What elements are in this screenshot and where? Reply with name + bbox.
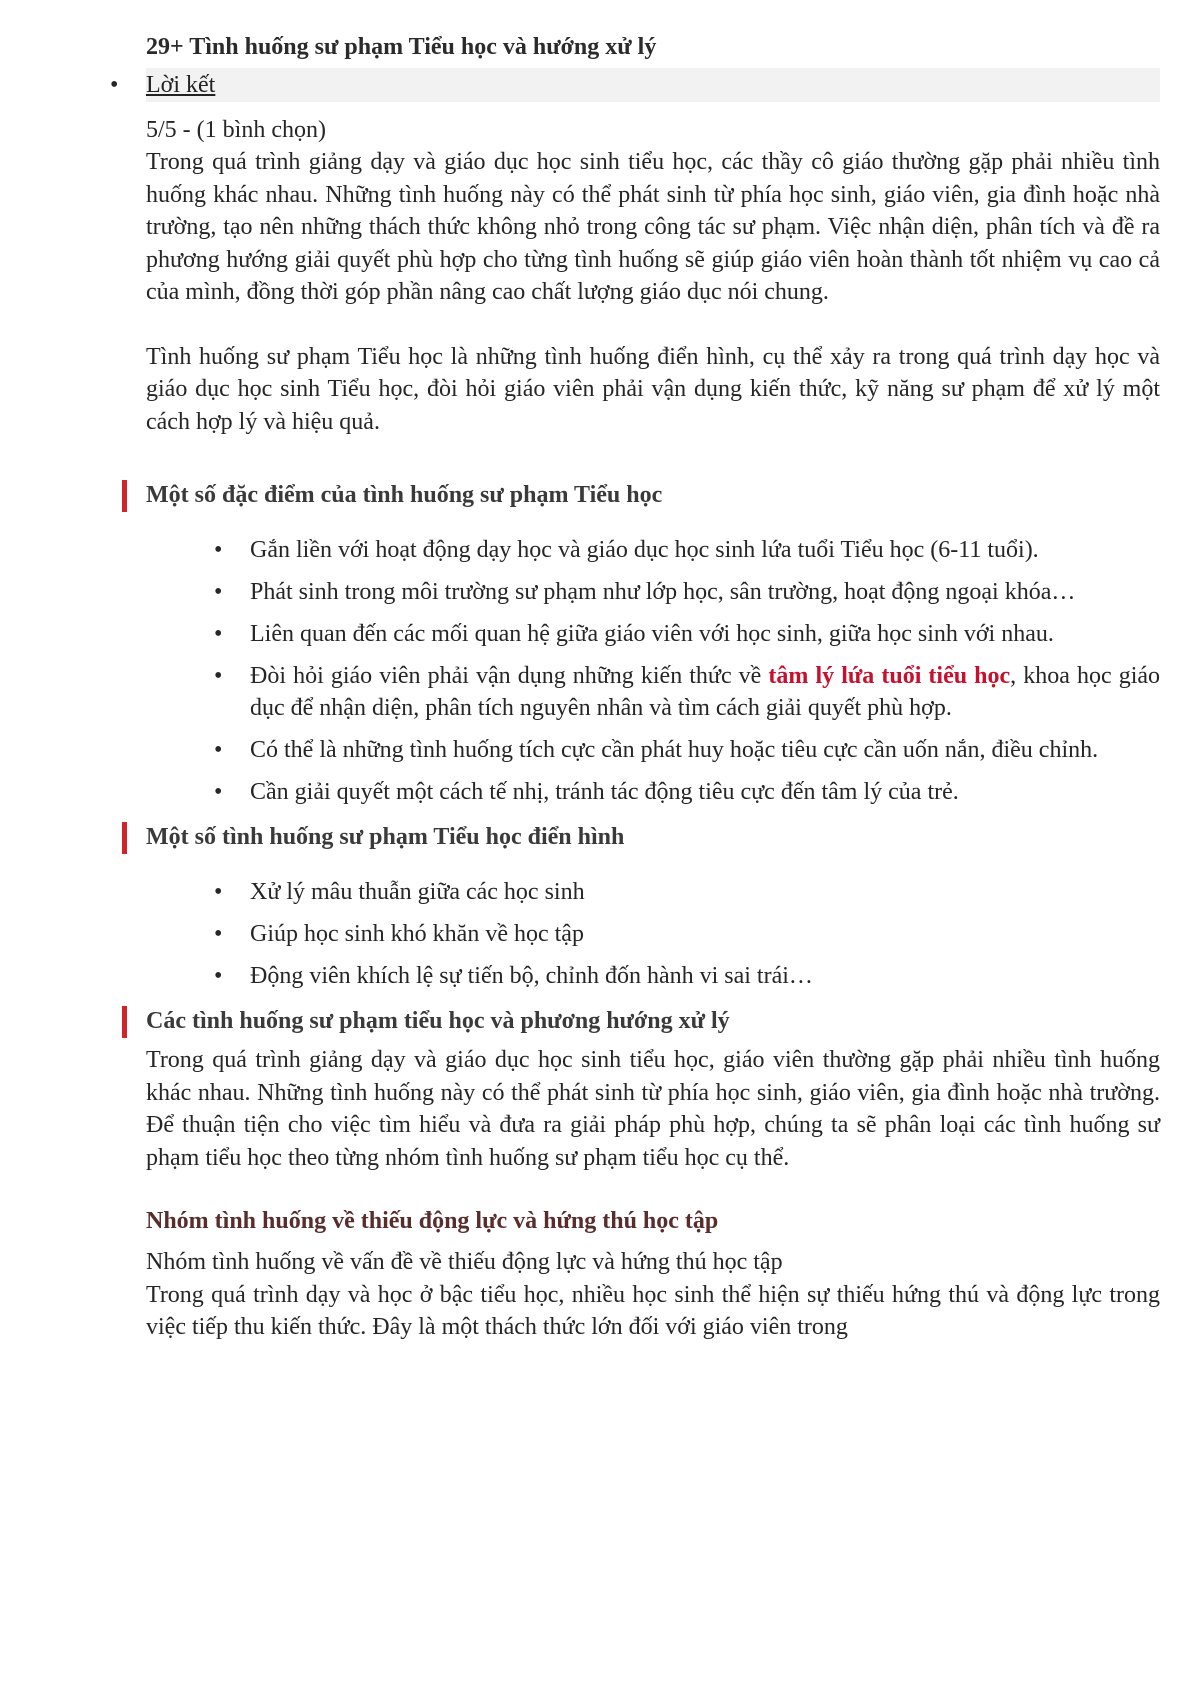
intro-paragraph-2: Tình huống sư phạm Tiểu học là những tình huống điển hình, cụ thể xảy ra trong quá trình dạy học và giáo dục học sinh Tiểu học, đòi hỏi giáo viên phải vận dụng kiến thức, kỹ năng sư phạm để xử lý một cách hợp lý và hiệu quả. <box>146 343 1160 435</box>
bullet-icon: • <box>110 72 119 98</box>
list-item: • Động viên khích lệ sự tiến bộ, chỉnh đốn hành vi sai trái… <box>250 960 1160 992</box>
list-item: • Giúp học sinh khó khăn về học tập <box>250 918 1160 950</box>
bullet-icon: • <box>214 879 223 905</box>
accent-bar <box>122 1006 127 1038</box>
spacer <box>146 438 1160 478</box>
section-heading-dac-diem <box>146 478 1160 512</box>
bullet-icon: • <box>214 579 223 605</box>
typical-list <box>214 876 1160 992</box>
section-heading-text: Một số đặc điểm của tình huống sư phạm Tiểu học <box>146 482 663 508</box>
bullet-icon: • <box>214 621 223 647</box>
section-heading-text: Một số tình huống sư phạm Tiểu học điển hình <box>146 824 625 850</box>
bullet-icon: • <box>214 963 223 989</box>
section-heading-text: Các tình huống sư phạm tiểu học và phương hướng xử lý <box>146 1008 730 1034</box>
bullet-icon: • <box>214 737 223 763</box>
spacer <box>146 309 1160 341</box>
list-item: • Liên quan đến các mối quan hệ giữa giáo viên với học sinh, giữa học sinh với nhau. <box>250 618 1160 650</box>
bullet-icon: • <box>214 537 223 563</box>
toc-link-loi-ket[interactable]: Lời kết <box>146 72 216 98</box>
article-title: 29+ Tình huống sư phạm Tiểu học và hướng xử lý <box>146 34 657 60</box>
section3-paragraph: Trong quá trình giảng dạy và giáo dục học sinh tiểu học, giáo viên thường gặp phải nhiều tình huống khác nhau. Những tình huống này có thể phát sinh từ phía học sinh, giáo viên, gia đình hoặc nhà trường. Để thuận tiện cho việc tìm hiểu và đưa ra giải pháp phù hợp, chúng ta sẽ phân loại các tình huống sư phạm tiểu học theo từng nhóm tình huống sư phạm tiểu học cụ thể. <box>146 1047 1160 1171</box>
rating-text: 5/5 - (1 bình chọn) <box>146 117 326 143</box>
link-tam-ly-lua-tuoi[interactable]: tâm lý lứa tuổi tiểu học <box>768 663 1011 689</box>
bullet-icon: • <box>214 663 223 689</box>
bullet-icon: • <box>214 779 223 805</box>
list-item: • Có thể là những tình huống tích cực cần phát huy hoặc tiêu cực cần uốn nắn, điều chỉnh. <box>250 734 1160 766</box>
subsection-paragraph: Trong quá trình dạy và học ở bậc tiểu học, nhiều học sinh thể hiện sự thiếu hứng thú và động lực trong việc tiếp thu kiến thức. Đây là một thách thức lớn đối với giáo viên trong <box>146 1281 1160 1340</box>
section-heading-phuong-huong <box>146 1004 1160 1038</box>
list-item: • Gắn liền với hoạt động dạy học và giáo dục học sinh lứa tuổi Tiểu học (6-11 tuổi). <box>250 534 1160 566</box>
list-item: • Đòi hỏi giáo viên phải vận dụng những kiến thức về tâm lý lứa tuổi tiểu học, khoa học giáo dục để nhận diện, phân tích nguyên nhân và tìm cách giải quyết phù hợp. <box>250 660 1160 724</box>
accent-bar <box>122 822 127 854</box>
toc-item <box>110 68 1160 102</box>
features-list <box>214 534 1161 808</box>
list-item: • Cần giải quyết một cách tế nhị, tránh tác động tiêu cực đến tâm lý của trẻ. <box>250 776 1160 808</box>
list-item: • Phát sinh trong môi trường sư phạm như lớp học, sân trường, hoạt động ngoại khóa… <box>250 576 1160 608</box>
list-item: • Xử lý mâu thuẫn giữa các học sinh <box>250 876 1160 908</box>
intro-paragraph-1: Trong quá trình giảng dạy và giáo dục học sinh tiểu học, các thầy cô giáo thường gặp phải nhiều tình huống khác nhau. Những tình huống này có thể phát sinh từ phía học sinh, giáo viên, gia đình hoặc nhà trường, tạo nên những thách thức không nhỏ trong công tác sư phạm. Việc nhận diện, phân tích và đề ra phương hướng giải quyết phù hợp cho từng tình huống sẽ giúp giáo viên hoàn thành tốt nhiệm vụ cao cả của mình, đồng thời góp phần nâng cao chất lượng giáo dục nói chung. <box>146 149 1160 305</box>
bullet-icon: • <box>214 921 223 947</box>
subsection-heading: Nhóm tình huống về thiếu động lực và hứng thú học tập <box>146 1208 719 1234</box>
section-heading-dien-hinh <box>146 820 1160 854</box>
accent-bar <box>122 480 127 512</box>
subsection-line: Nhóm tình huống về vấn đề về thiếu động lực và hứng thú học tập <box>146 1249 783 1275</box>
article-body <box>110 30 1161 1344</box>
